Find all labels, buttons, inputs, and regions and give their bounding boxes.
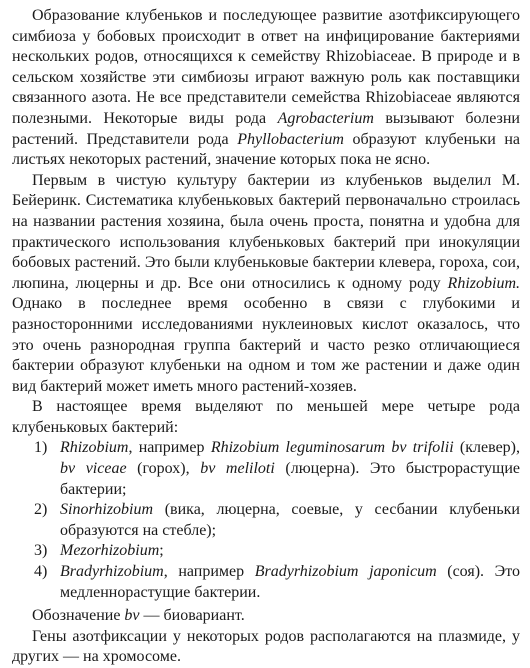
text-run: образуют клубеньки на листьях некоторых растений, значение которых пока не ясно. — [12, 130, 521, 169]
list-item — [34, 500, 520, 541]
text-run: , например — [163, 563, 255, 581]
genera-list — [12, 438, 520, 603]
paragraph-four-genera — [12, 397, 520, 438]
list-item-text — [60, 542, 164, 559]
text-run: (люцерна). Это быстрорастущие бактерии; — [60, 460, 521, 498]
paragraph-symbiosis — [12, 6, 520, 171]
list-item-text — [60, 501, 520, 539]
text-run: ; — [159, 542, 164, 560]
paragraph-systematics — [12, 171, 520, 398]
text-run: Образование клубеньков и последующее развитие азотфиксирующего симбиоза у бобовых происходит в ответ на инфицирование бактериями нескольких родов, относящихся к семейству Rhizobiaceae. В природе и в сельском хозяйстве эти симбиозы играют важную роль как поставщики связанного азота. Не все представители семейства Rhizobiaceae являются полезными. Некоторые виды рода — [12, 7, 520, 127]
text-run: Гены азотфиксации у некоторых родов располагаются на плазмиде, у других — на хромосоме. — [12, 627, 520, 666]
list-item — [34, 562, 520, 603]
body-text — [12, 6, 520, 438]
list-item — [34, 541, 520, 562]
italic-term: Mezorhizobium — [60, 542, 160, 560]
italic-term: Bradyrhizobium japonicum — [254, 563, 437, 581]
list-item-text — [60, 563, 520, 601]
text-run: вызывают болезни растений. Представители рода — [12, 109, 520, 148]
italic-term: bv viceae — [60, 460, 127, 478]
italic-term: bv meliloti — [200, 460, 275, 478]
text-run: Первым в чистую культуру бактерии из клубеньков выделил М. Бейеринк. Систематика клубеньковых бактерий первоначально строилась на названии растения хозяина, была очень проста, понятна и удобна для практического использования клубеньковых бактерий при инокуляции бобовых растений. Это были клубеньковые бактерии клевера, гороха, сои, люпина, люцерны и др. Все они относились к одному роду — [12, 171, 520, 292]
text-run: , например — [128, 439, 211, 457]
italic-term: Rhizobium. — [447, 274, 520, 292]
list-number: 2) — [34, 501, 48, 519]
italic-term: Agrobacterium — [277, 109, 374, 127]
text-run: Обозначение — [32, 607, 125, 625]
list-item — [34, 438, 520, 500]
text-run: (клевер), — [453, 439, 520, 457]
list-number: 4) — [34, 563, 48, 581]
italic-term: Rhizobium — [60, 439, 129, 457]
text-run: (вика, люцерна, соевые, у сесбании клубеньки образуются на стебле); — [60, 501, 520, 539]
paragraph-nif-genes — [12, 627, 520, 668]
list-item-text — [60, 439, 520, 497]
text-run: — биовариант. — [139, 607, 245, 625]
text-run: Однако в последнее время особенно в связи с глубокими и разносторонними исследованиями нуклеиновых кислот оказалось, что это очень разнородная группа бактерий и часто резко отличающиеся бактерии образуют клубеньки на одном и том же растении и даже один вид бактерий может иметь много растений-хозяев. — [12, 295, 520, 395]
italic-term: Phyllobacterium — [237, 130, 344, 148]
italic-term: bv — [124, 607, 140, 625]
list-number: 1) — [34, 439, 48, 457]
italic-term: Bradyrhizobium — [60, 563, 164, 581]
italic-term: Rhizobium leguminosarum bv trifolii — [210, 439, 454, 457]
text-run: (горох), — [126, 460, 201, 478]
text-run: (соя). Это медленнорастущие бактерии. — [60, 563, 520, 601]
paragraph-bv-definition — [12, 606, 520, 627]
italic-term: Sinorhizobium — [60, 501, 154, 519]
text-run: В настоящее время выделяют по меньшей мере четыре рода клубеньковых бактерий: — [12, 398, 520, 436]
list-number: 3) — [34, 542, 48, 560]
